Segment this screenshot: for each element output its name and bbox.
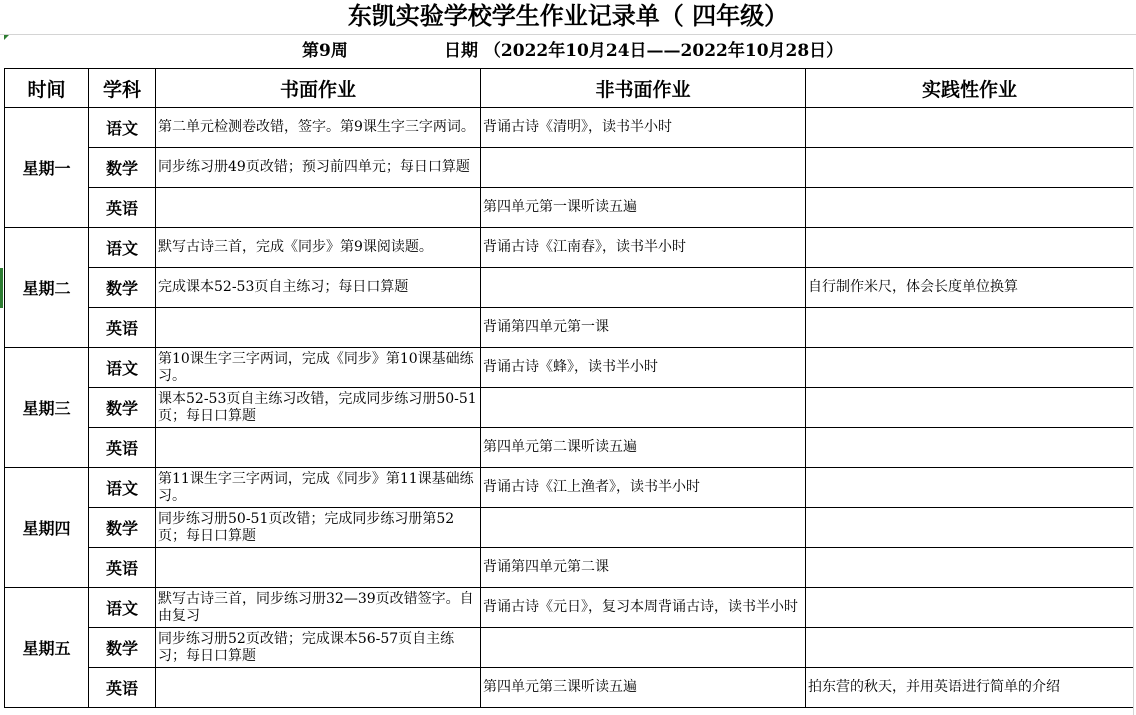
written-homework-cell[interactable] (156, 308, 481, 348)
practice-homework-cell-text: 拍东营的秋天，并用英语进行简单的介绍 (808, 679, 1060, 695)
practice-homework-cell[interactable] (806, 308, 1134, 348)
subject-cell[interactable] (89, 388, 156, 428)
written-homework-cell-text: 同步练习册49页改错；预习前四单元；每日口算题 (158, 159, 470, 175)
subject-cell-text: 数学 (105, 279, 138, 298)
practice-homework-cell[interactable] (806, 628, 1134, 668)
nonwritten-homework-cell[interactable] (481, 228, 806, 268)
subject-cell[interactable] (89, 628, 156, 668)
nonwritten-homework-cell[interactable] (481, 188, 806, 228)
written-homework-cell[interactable] (156, 628, 481, 668)
nonwritten-homework-cell-text: 背诵第四单元第一课 (483, 319, 609, 335)
nonwritten-homework-cell[interactable] (481, 388, 806, 428)
nonwritten-homework-cell[interactable] (481, 108, 806, 148)
written-homework-cell-text: 课本52-53页自主练习改错，完成同步练习册50-51页；每日口算题 (158, 390, 477, 424)
subject-cell-text: 语文 (105, 599, 138, 618)
table-row (5, 668, 1134, 708)
sheet-edge (1133, 68, 1134, 715)
active-row-indicator (0, 268, 3, 308)
practice-homework-cell[interactable] (806, 188, 1134, 228)
subject-cell-text: 数学 (105, 519, 138, 538)
practice-homework-cell[interactable] (806, 668, 1134, 708)
subject-cell-text: 英语 (105, 559, 138, 578)
subject-cell[interactable] (89, 108, 156, 148)
nonwritten-homework-cell-text: 背诵第四单元第二课 (483, 559, 609, 575)
subject-cell-text: 语文 (105, 479, 138, 498)
written-homework-cell[interactable] (156, 668, 481, 708)
practice-homework-cell[interactable] (806, 508, 1134, 548)
subject-cell-text: 英语 (105, 199, 138, 218)
table-row (5, 308, 1134, 348)
nonwritten-homework-cell[interactable] (481, 628, 806, 668)
table-row (5, 108, 1134, 148)
subtitle-row (0, 35, 1136, 68)
subject-cell-text: 英语 (105, 319, 138, 338)
subject-cell[interactable] (89, 148, 156, 188)
nonwritten-homework-cell-text: 第四单元第一课听读五遍 (483, 199, 637, 215)
table-row (5, 508, 1134, 548)
nonwritten-homework-cell[interactable] (481, 348, 806, 388)
subject-cell-text: 数学 (105, 399, 138, 418)
written-homework-cell-text: 同步练习册50-51页改错；完成同步练习册第52页；每日口算题 (158, 510, 455, 544)
table-row (5, 228, 1134, 268)
written-homework-cell[interactable] (156, 108, 481, 148)
subject-cell[interactable] (89, 308, 156, 348)
written-homework-cell-text: 同步练习册52页改错；完成课本56-57页自主练习；每日口算题 (158, 630, 455, 664)
practice-homework-cell[interactable] (806, 388, 1134, 428)
nonwritten-homework-cell[interactable] (481, 308, 806, 348)
practice-homework-cell[interactable] (806, 588, 1134, 628)
written-homework-cell-text: 第10课生字三字两词，完成《同步》第10课基础练习。 (158, 350, 474, 384)
day-cell[interactable]: 星期五 (5, 588, 89, 708)
subject-cell[interactable] (89, 588, 156, 628)
subject-cell-text: 语文 (105, 359, 138, 378)
practice-homework-cell-text: 自行制作米尺，体会长度单位换算 (808, 279, 1018, 295)
written-homework-cell[interactable] (156, 388, 481, 428)
practice-homework-cell[interactable] (806, 468, 1134, 508)
subject-cell[interactable] (89, 548, 156, 588)
subject-cell-text: 语文 (105, 119, 138, 138)
written-homework-cell[interactable] (156, 508, 481, 548)
practice-homework-cell[interactable] (806, 268, 1134, 308)
nonwritten-homework-cell[interactable] (481, 468, 806, 508)
written-homework-cell[interactable] (156, 188, 481, 228)
day-cell[interactable]: 星期二 (5, 228, 89, 348)
nonwritten-homework-cell[interactable] (481, 668, 806, 708)
table-row (5, 148, 1134, 188)
written-homework-cell-text: 第二单元检测卷改错，签字。第9课生字三字两词。 (158, 119, 475, 135)
nonwritten-homework-cell-text: 背诵古诗《蜂》，读书半小时 (483, 359, 658, 375)
header-subject[interactable]: 学科 (89, 69, 156, 108)
date-range: 日期 （2022年10月24日——2022年10月28日） (444, 41, 844, 61)
table-row (5, 188, 1134, 228)
nonwritten-homework-cell[interactable] (481, 268, 806, 308)
nonwritten-homework-cell-text: 背诵古诗《清明》，读书半小时 (483, 119, 672, 135)
nonwritten-homework-cell[interactable] (481, 428, 806, 468)
written-homework-cell[interactable] (156, 548, 481, 588)
written-homework-cell[interactable] (156, 588, 481, 628)
written-homework-cell-text: 完成课本52-53页自主练习；每日口算题 (158, 279, 409, 295)
nonwritten-homework-cell[interactable] (481, 548, 806, 588)
header-written[interactable]: 书面作业 (156, 69, 481, 108)
day-cell[interactable]: 星期三 (5, 348, 89, 468)
nonwritten-homework-cell[interactable] (481, 508, 806, 548)
sheet-title: 东凯实验学校学生作业记录单（ 四年级） (347, 1, 789, 30)
subject-cell[interactable] (89, 348, 156, 388)
subject-cell-text: 英语 (105, 679, 138, 698)
table-row (5, 588, 1134, 628)
practice-homework-cell[interactable] (806, 148, 1134, 188)
header-time[interactable]: 时间 (5, 69, 89, 108)
day-cell[interactable]: 星期一 (5, 108, 89, 228)
subject-cell[interactable] (89, 228, 156, 268)
subject-cell[interactable] (89, 268, 156, 308)
written-homework-cell[interactable] (156, 268, 481, 308)
table-row (5, 348, 1134, 388)
subject-cell[interactable] (89, 508, 156, 548)
table-row (5, 388, 1134, 428)
nonwritten-homework-cell[interactable] (481, 588, 806, 628)
title-row (0, 0, 1136, 35)
practice-homework-cell[interactable] (806, 348, 1134, 388)
subject-cell[interactable] (89, 468, 156, 508)
header-practice[interactable]: 实践性作业 (806, 69, 1134, 108)
header-row (5, 69, 1134, 108)
subject-cell[interactable] (89, 188, 156, 228)
subject-cell-text: 英语 (105, 439, 138, 458)
written-homework-cell[interactable] (156, 468, 481, 508)
practice-homework-cell[interactable] (806, 428, 1134, 468)
table-row (5, 548, 1134, 588)
written-homework-cell[interactable] (156, 148, 481, 188)
practice-homework-cell[interactable] (806, 228, 1134, 268)
subject-cell-text: 数学 (105, 159, 138, 178)
header-nonwritten[interactable]: 非书面作业 (481, 69, 806, 108)
nonwritten-homework-cell-text: 背诵古诗《江上渔者》，读书半小时 (483, 479, 700, 495)
written-homework-cell[interactable] (156, 228, 481, 268)
subject-cell-text: 语文 (105, 239, 138, 258)
written-homework-cell-text: 第11课生字三字两词，完成《同步》第11课基础练习。 (158, 470, 474, 504)
week-label: 第9周 (302, 41, 348, 61)
table-row (5, 468, 1134, 508)
written-homework-cell-text: 默写古诗三首，同步练习册32—39页改错签字。自由复习 (158, 590, 474, 624)
nonwritten-homework-cell-text: 背诵古诗《元日》，复习本周背诵古诗，读书半小时 (483, 599, 798, 615)
written-homework-cell[interactable] (156, 348, 481, 388)
practice-homework-cell[interactable] (806, 108, 1134, 148)
subject-cell-text: 数学 (105, 639, 138, 658)
practice-homework-cell[interactable] (806, 548, 1134, 588)
day-cell[interactable]: 星期四 (5, 468, 89, 588)
nonwritten-homework-cell-text: 第四单元第三课听读五遍 (483, 679, 637, 695)
nonwritten-homework-cell-text: 第四单元第二课听读五遍 (483, 439, 637, 455)
subject-cell[interactable] (89, 668, 156, 708)
table-row (5, 628, 1134, 668)
table-row (5, 268, 1134, 308)
nonwritten-homework-cell[interactable] (481, 148, 806, 188)
nonwritten-homework-cell-text: 背诵古诗《江南春》，读书半小时 (483, 239, 686, 255)
table-row (5, 428, 1134, 468)
written-homework-cell-text: 默写古诗三首，完成《同步》第9课阅读题。 (158, 239, 433, 255)
homework-table (4, 68, 1134, 708)
subject-cell[interactable] (89, 428, 156, 468)
written-homework-cell[interactable] (156, 428, 481, 468)
